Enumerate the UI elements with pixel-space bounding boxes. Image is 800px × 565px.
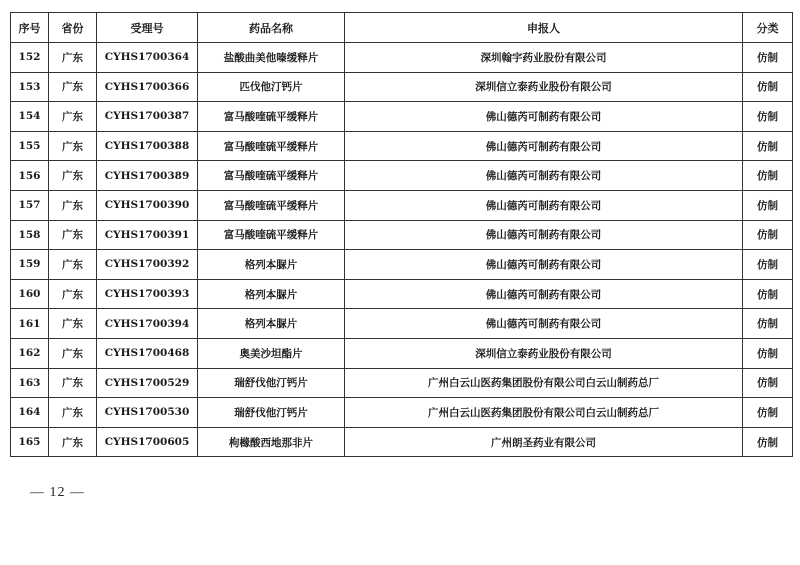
cell-serial-number: 156 [11, 161, 49, 191]
cell-serial-number: 157 [11, 190, 49, 220]
table-row [11, 398, 793, 428]
cell-serial-number: 163 [11, 368, 49, 398]
cell-category: 仿制 [743, 72, 793, 102]
cell-category: 仿制 [743, 338, 793, 368]
cell-province: 广东 [49, 43, 97, 73]
cell-applicant: 广州白云山医药集团股份有限公司白云山制药总厂 [345, 368, 743, 398]
cell-applicant: 深圳信立泰药业股份有限公司 [345, 72, 743, 102]
cell-serial-number: 161 [11, 309, 49, 339]
cell-province: 广东 [49, 220, 97, 250]
cell-drug-name: 瑞舒伐他汀钙片 [198, 398, 345, 428]
cell-serial-number: 153 [11, 72, 49, 102]
cell-province: 广东 [49, 309, 97, 339]
cell-acceptance-number: CYHS1700530 [97, 398, 198, 428]
cell-drug-name: 盐酸曲美他嗪缓释片 [198, 43, 345, 73]
cell-acceptance-number: CYHS1700605 [97, 427, 198, 457]
cell-serial-number: 165 [11, 427, 49, 457]
cell-acceptance-number: CYHS1700468 [97, 338, 198, 368]
cell-category: 仿制 [743, 368, 793, 398]
cell-category: 仿制 [743, 309, 793, 339]
cell-serial-number: 158 [11, 220, 49, 250]
cell-serial-number: 164 [11, 398, 49, 428]
table-row [11, 427, 793, 457]
table-row [11, 220, 793, 250]
cell-acceptance-number: CYHS1700394 [97, 309, 198, 339]
cell-category: 仿制 [743, 398, 793, 428]
cell-applicant: 佛山德芮可制药有限公司 [345, 279, 743, 309]
cell-acceptance-number: CYHS1700389 [97, 161, 198, 191]
table-row [11, 309, 793, 339]
cell-applicant: 佛山德芮可制药有限公司 [345, 220, 743, 250]
cell-applicant: 深圳信立泰药业股份有限公司 [345, 338, 743, 368]
cell-category: 仿制 [743, 131, 793, 161]
table-row [11, 190, 793, 220]
cell-category: 仿制 [743, 279, 793, 309]
table-row [11, 161, 793, 191]
cell-province: 广东 [49, 338, 97, 368]
cell-category: 仿制 [743, 102, 793, 132]
cell-applicant: 广州朗圣药业有限公司 [345, 427, 743, 457]
cell-acceptance-number: CYHS1700364 [97, 43, 198, 73]
cell-acceptance-number: CYHS1700366 [97, 72, 198, 102]
cell-province: 广东 [49, 279, 97, 309]
cell-drug-name: 匹伐他汀钙片 [198, 72, 345, 102]
cell-province: 广东 [49, 190, 97, 220]
page-number: — 12 — [30, 485, 85, 500]
cell-acceptance-number: CYHS1700393 [97, 279, 198, 309]
cell-drug-name: 瑞舒伐他汀钙片 [198, 368, 345, 398]
table-header-row [11, 13, 793, 43]
cell-drug-name: 富马酸喹硫平缓释片 [198, 220, 345, 250]
cell-serial-number: 155 [11, 131, 49, 161]
cell-applicant: 佛山德芮可制药有限公司 [345, 309, 743, 339]
cell-category: 仿制 [743, 220, 793, 250]
cell-acceptance-number: CYHS1700391 [97, 220, 198, 250]
table-row [11, 72, 793, 102]
cell-category: 仿制 [743, 427, 793, 457]
cell-province: 广东 [49, 250, 97, 280]
cell-serial-number: 162 [11, 338, 49, 368]
cell-serial-number: 160 [11, 279, 49, 309]
header-acceptance-number: 受理号 [97, 13, 198, 43]
table-row [11, 250, 793, 280]
cell-acceptance-number: CYHS1700392 [97, 250, 198, 280]
cell-drug-name: 格列本脲片 [198, 279, 345, 309]
cell-province: 广东 [49, 368, 97, 398]
cell-drug-name: 富马酸喹硫平缓释片 [198, 190, 345, 220]
cell-applicant: 广州白云山医药集团股份有限公司白云山制药总厂 [345, 398, 743, 428]
cell-acceptance-number: CYHS1700529 [97, 368, 198, 398]
table-row [11, 43, 793, 73]
cell-drug-name: 富马酸喹硫平缓释片 [198, 102, 345, 132]
cell-province: 广东 [49, 131, 97, 161]
cell-category: 仿制 [743, 190, 793, 220]
header-serial-number: 序号 [11, 13, 49, 43]
cell-applicant: 佛山德芮可制药有限公司 [345, 161, 743, 191]
table-row [11, 368, 793, 398]
cell-drug-name: 枸橼酸西地那非片 [198, 427, 345, 457]
cell-applicant: 佛山德芮可制药有限公司 [345, 250, 743, 280]
table-row [11, 338, 793, 368]
cell-province: 广东 [49, 161, 97, 191]
table-row [11, 102, 793, 132]
cell-drug-name: 格列本脲片 [198, 250, 345, 280]
cell-serial-number: 152 [11, 43, 49, 73]
cell-province: 广东 [49, 398, 97, 428]
cell-serial-number: 154 [11, 102, 49, 132]
drug-registration-table [10, 12, 793, 457]
header-province: 省份 [49, 13, 97, 43]
table-row [11, 131, 793, 161]
cell-acceptance-number: CYHS1700390 [97, 190, 198, 220]
table-row [11, 279, 793, 309]
cell-province: 广东 [49, 427, 97, 457]
cell-applicant: 佛山德芮可制药有限公司 [345, 190, 743, 220]
cell-category: 仿制 [743, 161, 793, 191]
cell-drug-name: 奥美沙坦酯片 [198, 338, 345, 368]
cell-applicant: 深圳翰宇药业股份有限公司 [345, 43, 743, 73]
cell-drug-name: 富马酸喹硫平缓释片 [198, 161, 345, 191]
header-drug-name: 药品名称 [198, 13, 345, 43]
header-applicant: 申报人 [345, 13, 743, 43]
document-page [10, 12, 792, 457]
header-category: 分类 [743, 13, 793, 43]
cell-province: 广东 [49, 102, 97, 132]
cell-serial-number: 159 [11, 250, 49, 280]
cell-province: 广东 [49, 72, 97, 102]
cell-drug-name: 格列本脲片 [198, 309, 345, 339]
cell-applicant: 佛山德芮可制药有限公司 [345, 131, 743, 161]
cell-applicant: 佛山德芮可制药有限公司 [345, 102, 743, 132]
cell-acceptance-number: CYHS1700387 [97, 102, 198, 132]
cell-drug-name: 富马酸喹硫平缓释片 [198, 131, 345, 161]
cell-category: 仿制 [743, 250, 793, 280]
cell-acceptance-number: CYHS1700388 [97, 131, 198, 161]
cell-category: 仿制 [743, 43, 793, 73]
